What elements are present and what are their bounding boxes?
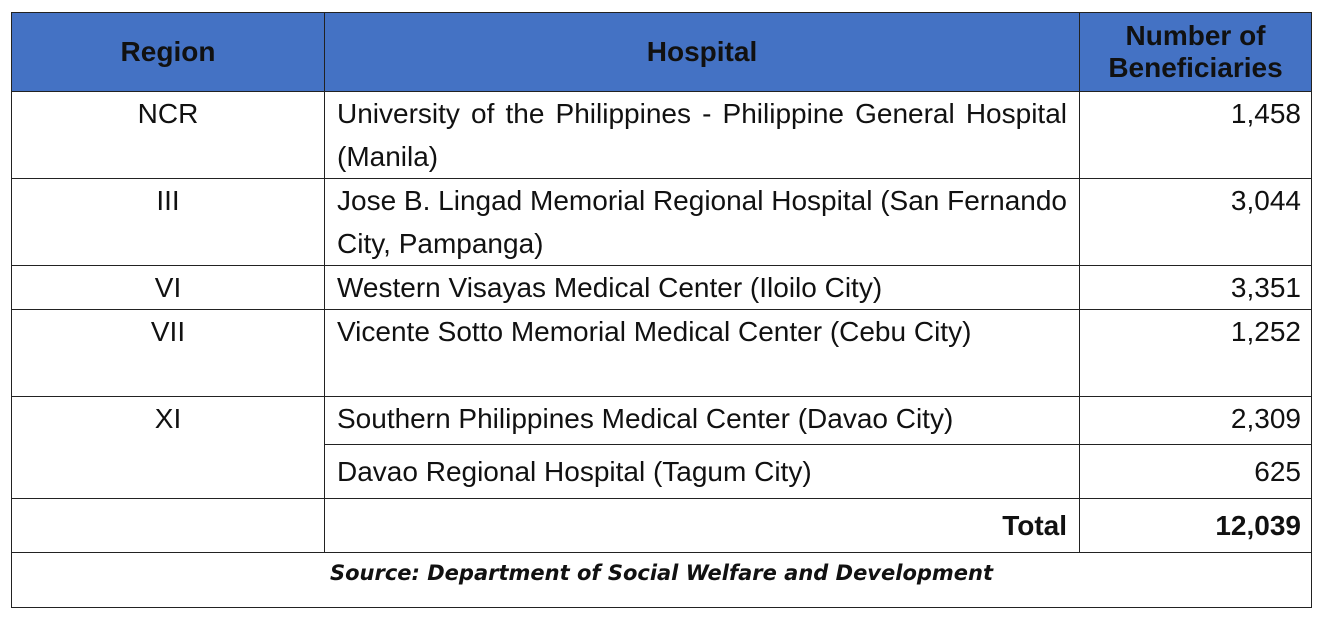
region-cell: VI	[12, 266, 325, 310]
hospital-cell: Davao Regional Hospital (Tagum City)	[325, 445, 1080, 499]
beneficiaries-table	[11, 12, 1312, 608]
total-value: 12,039	[1080, 499, 1312, 553]
hospital-cell: Vicente Sotto Memorial Medical Center (Cebu City)	[325, 310, 1080, 397]
hospital-cell: Jose B. Lingad Memorial Regional Hospital (San Fernando City, Pampanga)	[325, 179, 1080, 266]
total-label: Total	[325, 499, 1080, 553]
beneficiaries-cell: 3,351	[1080, 266, 1312, 310]
beneficiaries-cell: 1,458	[1080, 92, 1312, 179]
beneficiaries-cell: 1,252	[1080, 310, 1312, 397]
header-beneficiaries-label: Number of Beneficiaries	[1108, 20, 1283, 83]
beneficiaries-cell: 625	[1080, 445, 1312, 499]
region-cell: XI	[12, 397, 325, 499]
table-row	[12, 397, 1312, 445]
table-row	[12, 310, 1312, 397]
table-header-row	[12, 13, 1312, 92]
total-empty-cell	[12, 499, 325, 553]
header-hospital: Hospital	[325, 13, 1080, 92]
beneficiaries-cell: 2,309	[1080, 397, 1312, 445]
hospital-cell: Western Visayas Medical Center (Iloilo City)	[325, 266, 1080, 310]
table-row	[12, 266, 1312, 310]
region-cell: VII	[12, 310, 325, 397]
header-region: Region	[12, 13, 325, 92]
beneficiaries-cell: 3,044	[1080, 179, 1312, 266]
table-row	[12, 179, 1312, 266]
hospital-cell: University of the Philippines - Philippine General Hospital (Manila)	[325, 92, 1080, 179]
total-row	[12, 499, 1312, 553]
source-note: Source: Department of Social Welfare and Development	[12, 553, 1312, 608]
beneficiaries-table-container	[11, 12, 1311, 608]
source-row	[12, 553, 1312, 608]
header-beneficiaries	[1080, 13, 1312, 92]
hospital-cell: Southern Philippines Medical Center (Davao City)	[325, 397, 1080, 445]
region-cell: III	[12, 179, 325, 266]
region-cell: NCR	[12, 92, 325, 179]
table-row	[12, 92, 1312, 179]
